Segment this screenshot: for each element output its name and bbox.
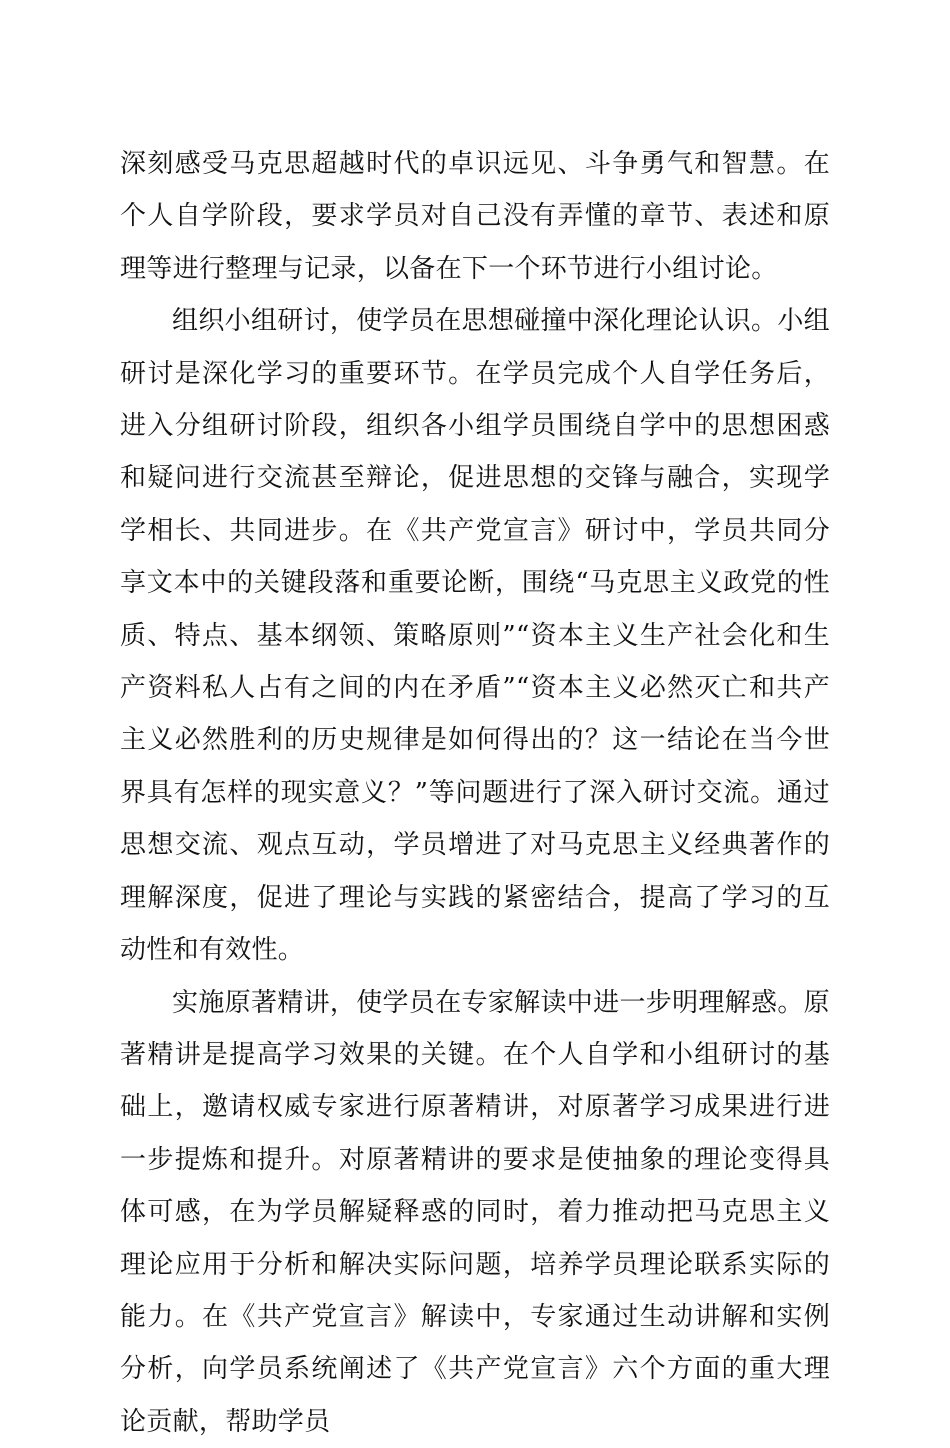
paragraph-expert-lecture: 实施原著精讲，使学员在专家解读中进一步明理解惑。原著精讲是提高学习效果的关键。在个人自学和小组研讨的基础上，邀请权威专家进行原著精讲，对原著学习成果进行进一步提炼和提升。对原著精讲的要求是使抽象的理论变得具体可感，在为学员解疑释惑的同时，着力推动把马克思主义理论应用于分析和解决实际问题，培养学员理论联系实际的能力。在《共产党宣言》解读中，专家通过生动讲解和实例分析，向学员系统阐述了《共产党宣言》六个方面的重大理论贡献，帮助学员 bbox=[120, 977, 830, 1448]
paragraph-continuation: 深刻感受马克思超越时代的卓识远见、斗争勇气和智慧。在个人自学阶段，要求学员对自己没有弄懂的章节、表述和原理等进行整理与记录，以备在下一个环节进行小组讨论。 bbox=[120, 138, 830, 295]
body-text bbox=[120, 138, 830, 1448]
paragraph-group-discussion: 组织小组研讨，使学员在思想碰撞中深化理论认识。小组研讨是深化学习的重要环节。在学员完成个人自学任务后，进入分组研讨阶段，组织各小组学员围绕自学中的思想困惑和疑问进行交流甚至辩论，促进思想的交锋与融合，实现学学相长、共同进步。在《共产党宣言》研讨中，学员共同分享文本中的关键段落和重要论断，围绕“马克思主义政党的性质、特点、基本纲领、策略原则”“资本主义生产社会化和生产资料私人占有之间的内在矛盾”“资本主义必然灭亡和共产主义必然胜利的历史规律是如何得出的？这一结论在当今世界具有怎样的现实意义？”等问题进行了深入研讨交流。通过思想交流、观点互动，学员增进了对马克思主义经典著作的理解深度，促进了理论与实践的紧密结合，提高了学习的互动性和有效性。 bbox=[120, 295, 830, 976]
